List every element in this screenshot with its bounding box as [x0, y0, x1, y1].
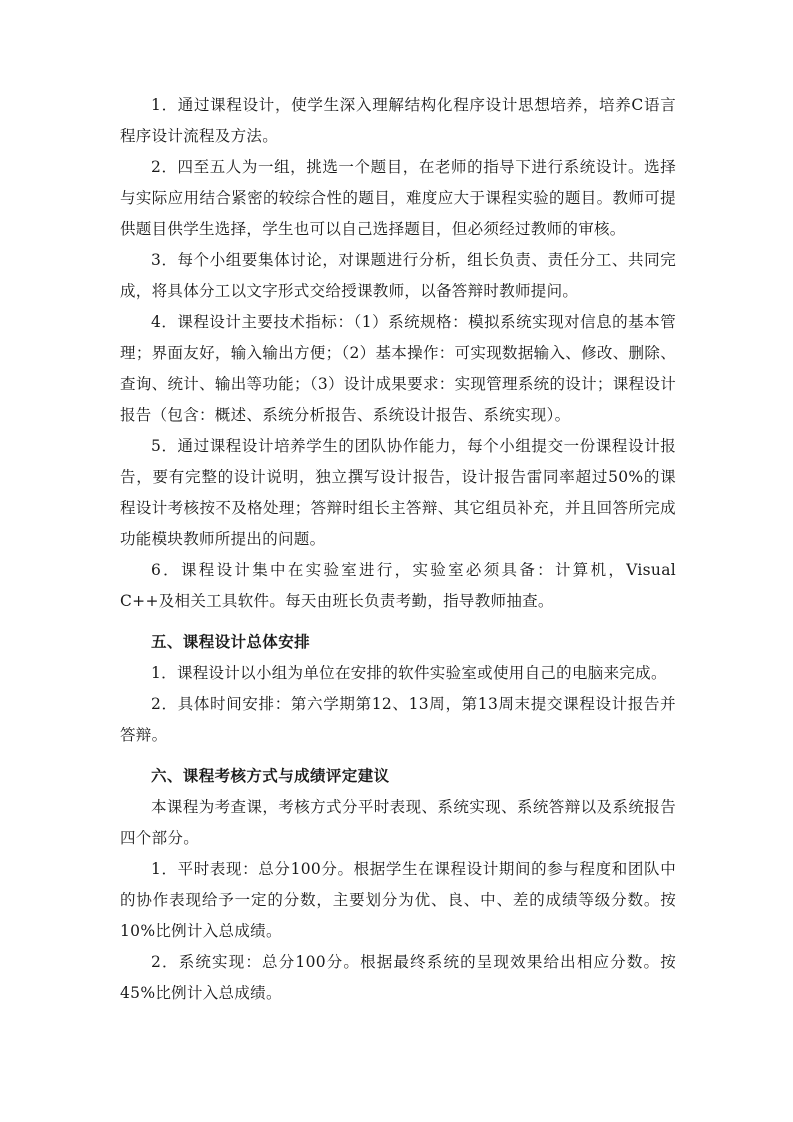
paragraph: 5．通过课程设计培养学生的团队协作能力，每个小组提交一份课程设计报告，要有完整的设计说明，独立撰写设计报告，设计报告雷同率超过50%的课程设计考核按不及格处理；答辩时组长主答辩、其它组员补充，并且回答所完成功能模块教师所提出的问题。	[120, 437, 676, 548]
document-body	[120, 90, 676, 1009]
paragraph: 1．通过课程设计，使学生深入理解结构化程序设计思想培养，培养C语言程序设计流程及方法。	[120, 96, 676, 145]
paragraph: 本课程为考查课，考核方式分平时表现、系统实现、系统答辩以及系统报告四个部分。	[120, 798, 676, 847]
section-heading: 五、课程设计总体安排	[151, 633, 311, 651]
paragraph: 1．平时表现：总分100分。根据学生在课程设计期间的参与程度和团队中的协作表现给予一定的分数，主要划分为优、良、中、差的成绩等级分数。按10%比例计入总成绩。	[120, 860, 676, 940]
paragraph: 4．课程设计主要技术指标：（1）系统规格：模拟系统实现对信息的基本管理；界面友好，输入输出方便；（2）基本操作：可实现数据输入、修改、删除、查询、统计、输出等功能；（3）设计成果要求：实现管理系统的设计；课程设计报告（包含：概述、系统分析报告、系统设计报告、系统实现）。	[120, 313, 676, 424]
paragraph: 2．四至五人为一组，挑选一个题目，在老师的指导下进行系统设计。选择与实际应用结合紧密的较综合性的题目，难度应大于课程实验的题目。教师可提供题目供学生选择，学生也可以自己选择题目，但必须经过教师的审核。	[120, 158, 676, 238]
paragraph: 2．系统实现：总分100分。根据最终系统的呈现效果给出相应分数。按45%比例计入总成绩。	[120, 953, 676, 1002]
paragraph: 1．课程设计以小组为单位在安排的软件实验室或使用自己的电脑来完成。	[151, 664, 667, 682]
section-heading: 六、课程考核方式与成绩评定建议	[151, 767, 390, 785]
paragraph: 2．具体时间安排：第六学期第12、13周，第13周末提交课程设计报告并答辩。	[120, 695, 676, 744]
paragraph: 3．每个小组要集体讨论，对课题进行分析，组长负责、责任分工、共同完成，将具体分工以文字形式交给授课教师，以备答辩时教师提问。	[120, 251, 676, 300]
paragraph: 6．课程设计集中在实验室进行，实验室必须具备：计算机，Visual C++及相关工具软件。每天由班长负责考勤，指导教师抽查。	[120, 561, 676, 610]
